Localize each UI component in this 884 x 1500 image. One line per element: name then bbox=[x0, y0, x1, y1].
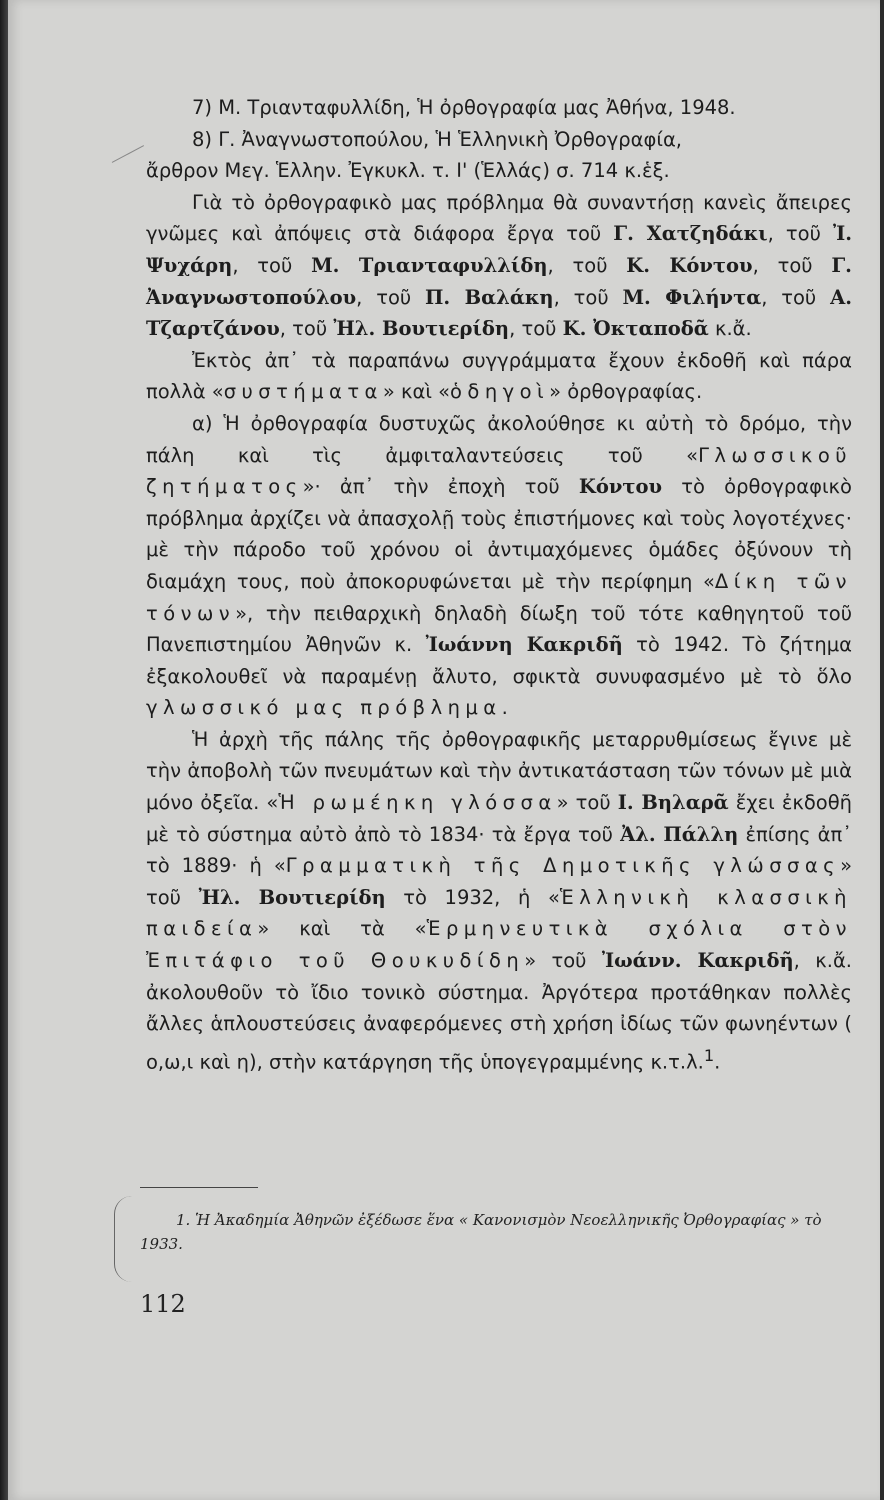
spaced-term: γλωσσικό μας πρόβλημα bbox=[146, 696, 502, 720]
author-name: Γ. Χατζηδάκι bbox=[613, 222, 768, 246]
author-name: Ι. Βηλαρᾶ bbox=[617, 791, 729, 815]
text: » τοῦ bbox=[146, 854, 852, 909]
text: , τοῦ bbox=[761, 285, 831, 309]
text: » καὶ « bbox=[382, 380, 451, 404]
author-name: Ἠλ. Βουτιερίδη bbox=[333, 317, 510, 341]
text: , τοῦ bbox=[356, 285, 426, 309]
text: , τοῦ bbox=[553, 285, 623, 309]
author-name: Ἰωάνν. Κακριδῆ bbox=[601, 949, 794, 973]
paragraph-reform bbox=[146, 724, 852, 1078]
reference-8-line1: 8) Γ. Ἀναγνωστοπούλου, Ἡ Ἑλληνικὴ Ὀρθογραφία, bbox=[192, 127, 682, 151]
paragraph-works bbox=[146, 187, 852, 345]
text: ἐπίσης ἀπ᾽ τὸ 1889· ἡ « bbox=[146, 822, 852, 878]
author-name: Ἰ. Ψυχάρη bbox=[146, 222, 852, 277]
text: Ἡ ἀρχὴ τῆς πάλης τῆς ὀρθογραφικῆς μεταρρυθμίσεως ἔγινε μὲ τὴν ἀποβολὴ τῶν πνευμάτων καὶ τὴν ἀντικατάσταση τῶν τόνων μὲ μιὰ μόνο ὀξεῖα. « bbox=[146, 727, 852, 815]
text: , τοῦ bbox=[547, 253, 627, 277]
book-gutter bbox=[0, 0, 8, 1500]
spaced-term: Γλωσσικοῦ ζητήματος bbox=[146, 443, 852, 499]
spaced-term: Γραμματικὴ τῆς Δημοτικῆς γλώσσας bbox=[285, 854, 841, 878]
author-name: Κ. Κόντου bbox=[626, 253, 753, 277]
spaced-term: Ἡ ρωμέηκη γλόσσα bbox=[278, 791, 557, 815]
text: » καὶ τὰ « bbox=[257, 917, 427, 941]
paragraph-systems bbox=[146, 345, 852, 408]
text: τὸ 1932, ἡ « bbox=[385, 885, 560, 909]
author-name: Ἠλ. Βουτιερίδη bbox=[198, 885, 386, 909]
text: , κ.ἄ. ἀκολουθοῦν τὸ ἴδιο τονικὸ σύστημα. Ἀργότερα προτάθηκαν πολλὲς ἄλλες ἁπλουστεύσεις ἀναφερόμενες στὴ χρήση ἰδίως τῶν φωνηέντων ( ο,ω,ι καὶ η), στὴν κατάργηση τῆς ὑπογεγραμμένης κ.τ.λ. bbox=[146, 949, 852, 1074]
text: ἔχει ἐκδοθῆ μὲ τὸ σύστημα αὐτὸ ἀπὸ τὸ 1834· τὰ ἔργα τοῦ bbox=[146, 791, 853, 846]
spaced-term: ὁδηγοὶ bbox=[450, 380, 550, 404]
footnote: 1. Ἡ Ἀκαδημία Ἀθηνῶν ἐξέδωσε ἕνα « Κανονισμὸν Νεοελληνικῆς Ὀρθογραφίας » τὸ 1933. bbox=[140, 1211, 822, 1253]
text: » τοῦ bbox=[524, 949, 602, 973]
reference-8-line2: ἄρθρον Μεγ. Ἑλλην. Ἐγκυκλ. τ. Ι' (Ἑλλάς) σ. 714 κ.ἑξ. bbox=[146, 159, 670, 183]
text: α) Ἡ ὀρθογραφία δυστυχῶς ἀκολούθησε κι αὐτὴ τὸ δρόμο, τὴν πάλη καὶ τὶς ἀμφιταλαντεύσεις τοῦ « bbox=[146, 411, 852, 467]
text: , τοῦ bbox=[279, 317, 334, 341]
author-name: Α. Τζαρτζάνου bbox=[146, 285, 852, 341]
main-text bbox=[146, 92, 852, 1078]
text: . bbox=[501, 696, 508, 720]
reference-7: 7) Μ. Τριανταφυλλίδη, Ἡ ὀρθογραφία μας Ἀθήνα, 1948. bbox=[192, 96, 736, 119]
author-name: Ἀλ. Πάλλη bbox=[620, 822, 739, 846]
spaced-term: Δίκη τῶν τόνων bbox=[146, 569, 852, 625]
text: »· ἀπ᾽ τὴν ἐποχὴ τοῦ bbox=[302, 475, 579, 499]
text: » τοῦ bbox=[556, 791, 618, 815]
text: , τοῦ bbox=[767, 222, 833, 246]
author-name: Μ. Φιλήντα bbox=[622, 285, 762, 309]
author-name: Κόντου bbox=[578, 475, 663, 499]
text: Ἐκτὸς ἀπ᾽ τὰ παραπάνω συγγράμματα ἔχουν ἐκδοθῆ καὶ πάρα πολλὰ « bbox=[146, 348, 852, 404]
spaced-term: Ἑρμηνευτικὰ σχόλια στὸν Ἐπιτάφιο τοῦ Θουκυδίδη bbox=[146, 917, 852, 973]
author-name: Γ. Ἀναγνωστοπούλου bbox=[146, 253, 852, 309]
footnote-marker: 1 bbox=[703, 1045, 715, 1065]
spaced-term: Ἑλληνικὴ κλασσικὴ παιδεία bbox=[146, 885, 852, 941]
footnote-divider bbox=[140, 1187, 258, 1188]
text: », τὴν πειθαρχικὴ δηλαδὴ δίωξη τοῦ τότε καθηγητοῦ τοῦ Πανεπιστημίου Ἀθηνῶν κ. bbox=[146, 601, 852, 657]
text: » ὀρθογραφίας. bbox=[549, 380, 703, 404]
page-number: 112 bbox=[140, 1290, 186, 1318]
text: τὸ ὀρθογραφικὸ πρόβλημα ἀρχίζει νὰ ἀπασχολῇ τοὺς ἐπιστήμονες καὶ τοὺς λογοτέχνες· μὲ τὴν πάροδο τοῦ χρόνου οἱ ἀντιμαχόμενες ὁμάδες ὀξύνουν τὴ διαμάχη τους, ποὺ ἀποκορυφώνεται μὲ τὴν περίφημη « bbox=[146, 475, 852, 593]
author-name: Μ. Τριανταφυλλίδη bbox=[311, 253, 548, 277]
text: , τοῦ bbox=[509, 317, 563, 341]
pencil-bracket bbox=[114, 1196, 135, 1282]
paragraph-alpha bbox=[146, 408, 852, 724]
text: κ.ἄ. bbox=[708, 317, 752, 341]
text: Γιὰ τὸ ὀρθογραφικὸ μας πρόβλημα θὰ συναντήσῃ κανεὶς ἄπειρες γνῶμες καὶ ἀπόψεις στὰ διάφορα ἔργα τοῦ bbox=[146, 190, 852, 246]
author-name: Π. Βαλάκη bbox=[425, 285, 554, 309]
author-name: Κ. Ὀκταποδᾶ bbox=[562, 317, 709, 341]
text: τὸ 1942. Τὸ ζήτημα ἐξακολουθεῖ νὰ παραμένῃ ἄλυτο, σφικτὰ συνυφασμένο μὲ τὸ ὅλο bbox=[146, 633, 852, 688]
text: , τοῦ bbox=[752, 253, 832, 277]
author-name: Ἰωάννη Κακριδῆ bbox=[425, 633, 623, 657]
text: , τοῦ bbox=[232, 253, 312, 277]
spaced-term: συστήματα bbox=[223, 380, 383, 404]
text: . bbox=[714, 1050, 721, 1074]
